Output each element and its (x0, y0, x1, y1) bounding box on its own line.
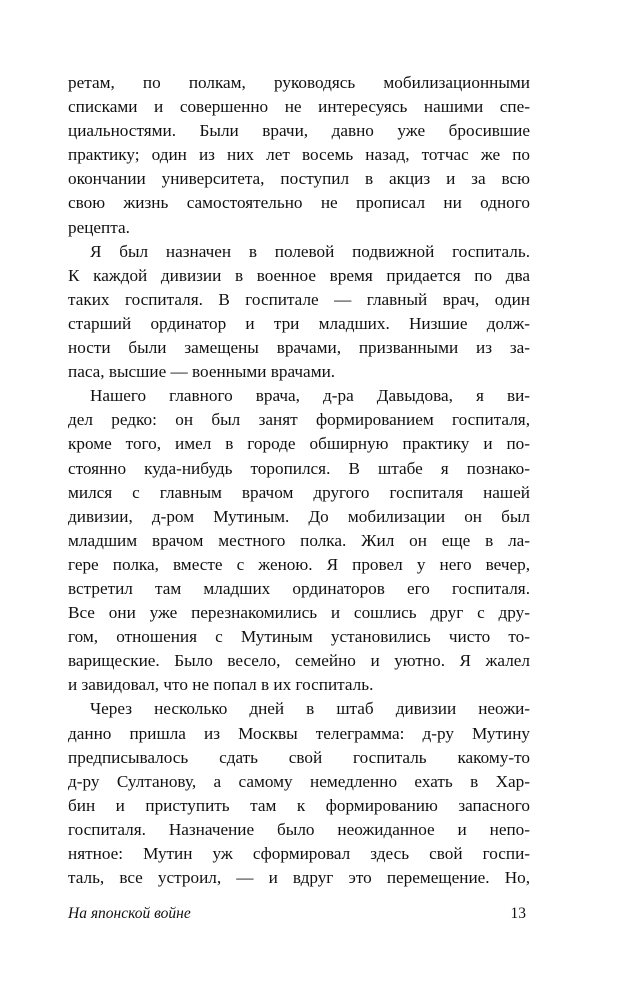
text-line: и завидовал, что не попал в их госпиталь. (68, 675, 374, 695)
text-line: бин и приступить там к формированию запасного (68, 795, 530, 815)
text-line: мился с главным врачом другого госпиталя нашей (68, 482, 530, 502)
text-line: К каждой дивизии в военное время придается по два (68, 265, 530, 285)
text-line: практику; один из них лет восемь назад, тотчас же по (68, 145, 530, 165)
text-line: свою жизнь самостоятельно не прописал ни одного (68, 193, 530, 213)
text-line: варищеские. Было весело, семейно и уютно. Я жалел (68, 651, 530, 671)
text-line: Я был назначен в полевой подвижной госпиталь. (90, 241, 530, 261)
text-line: дивизии, д-ром Мутиным. До мобилизации он был (68, 506, 530, 526)
text-line: нятное: Мутин уж сформировал здесь свой госпи- (68, 844, 530, 863)
text-line: кроме того, имел в городе обширную практику и по- (68, 434, 530, 454)
text-line: младшим врачом местного полка. Жил он еще в ла- (68, 530, 530, 550)
text-line: таль, все устроил, — и вдруг это перемещение. Но, (68, 868, 530, 888)
text-line: циальностями. Были врачи, давно уже бросившие (68, 121, 530, 141)
text-line: д-ру Султанову, а самому немедленно ехать в Хар- (68, 771, 530, 791)
body-text (68, 71, 530, 890)
text-line: ности были замещены врачами, призванными из за- (68, 338, 530, 358)
text-line: старший ординатор и три младших. Низшие долж- (68, 313, 530, 333)
text-line: гере полка, вместе с женою. Я провел у него вечер, (68, 554, 530, 574)
running-title: На японской войне (68, 905, 191, 922)
text-line: Нашего главного врача, д-ра Давыдова, я ви- (90, 386, 530, 406)
text-line: встретил там младших ординаторов его госпиталя. (68, 578, 530, 598)
text-line: окончании университета, поступил в акциз и за всю (68, 169, 530, 189)
text-line: ретам, по полкам, руководясь мобилизационными (68, 73, 530, 92)
text-line: таких госпиталя. В госпитале — главный врач, один (68, 289, 530, 309)
text-line: Все они уже перезнакомились и сошлись друг с дру- (68, 603, 530, 623)
text-line: списками и совершенно не интересуясь нашими спе- (68, 97, 530, 117)
text-line: предписывалось сдать свой госпиталь какому-то (68, 747, 530, 767)
text-line: Через несколько дней в штаб дивизии неожи- (90, 699, 530, 719)
page-number: 13 (510, 905, 526, 922)
text-line: дел редко: он был занят формированием госпиталя, (68, 410, 530, 430)
text-line: стоянно куда-нибудь торопился. В штабе я познако- (68, 458, 530, 478)
text-line: госпиталя. Назначение было неожиданное и непо- (68, 819, 530, 839)
text-line: гом, отношения с Мутиным установились чисто то- (68, 627, 530, 647)
text-line: паса, высшие — военными врачами. (68, 362, 336, 382)
text-line: данно пришла из Москвы телеграмма: д-ру Мутину (68, 723, 530, 743)
text-line: рецепта. (68, 217, 130, 237)
